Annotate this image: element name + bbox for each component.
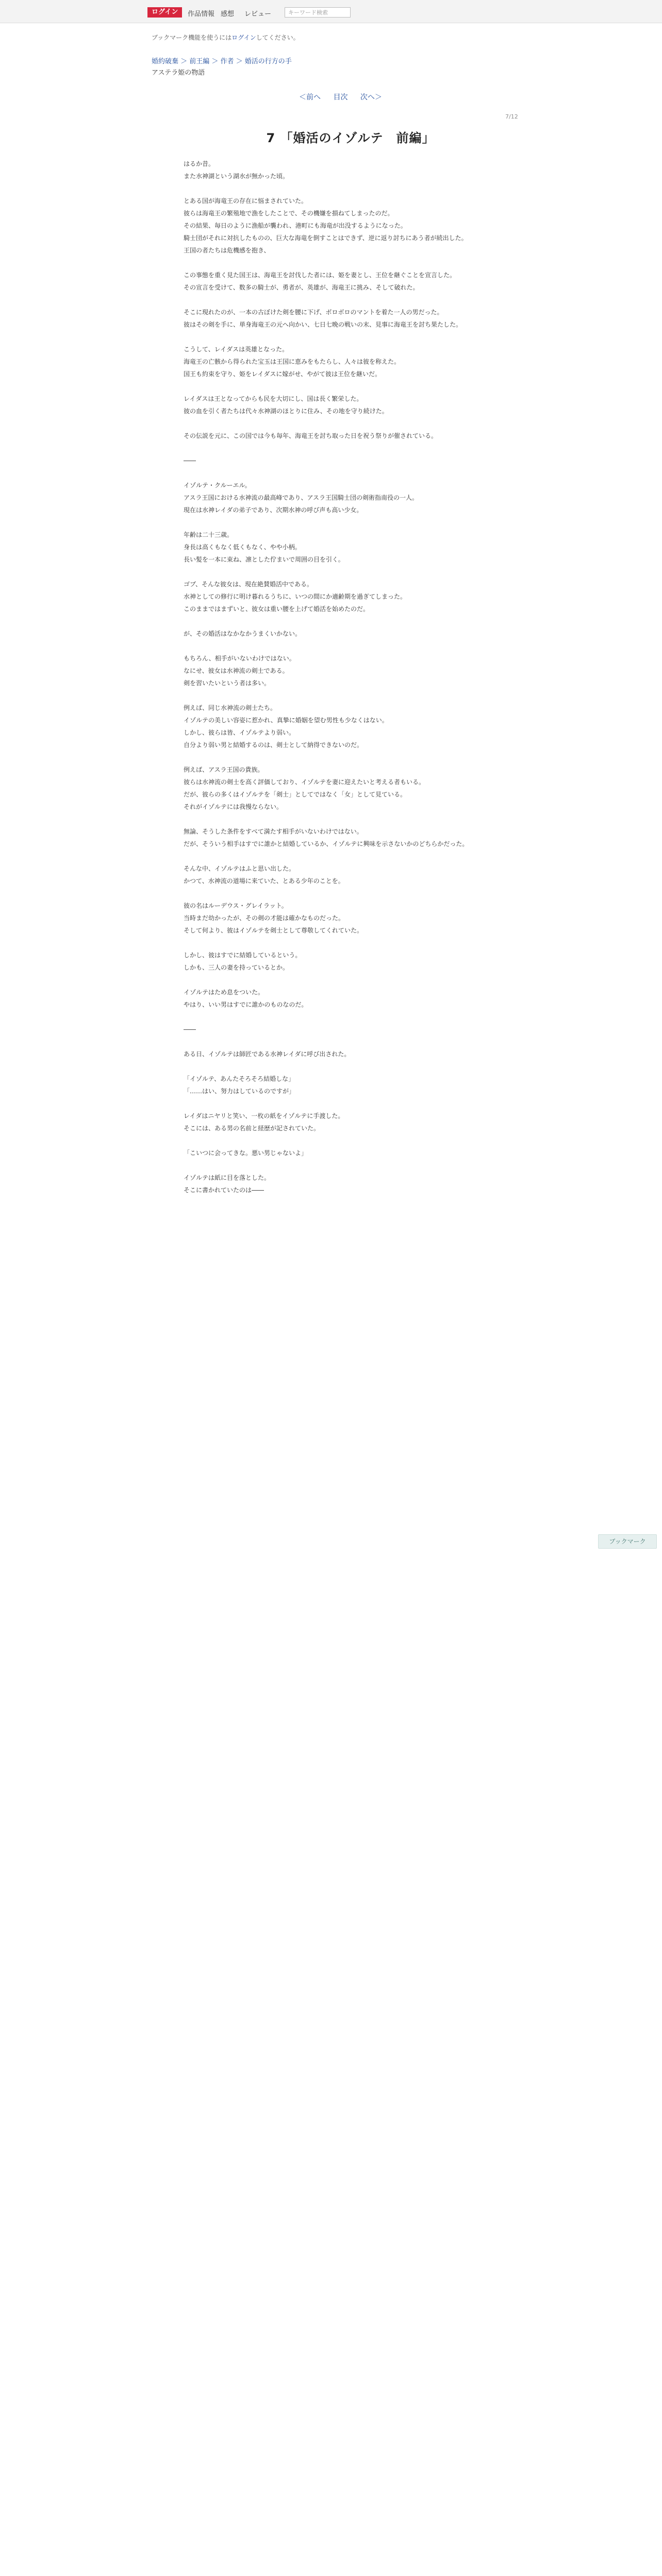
body-paragraph: レイダはニヤリと笑い、一枚の紙をイゾルテに手渡した。 xyxy=(184,1112,344,1120)
body-paragraph xyxy=(184,516,544,529)
body-paragraph: 海竜王の亡骸から得られた宝玉は王国に恵みをもたらし、人々は彼を称えた。 xyxy=(184,358,401,365)
body-paragraph: そこに現れたのが、一本の古ぼけた剣を腰に下げ、ボロボロのマントを着た一人の男だった。 xyxy=(184,309,443,316)
body-paragraph xyxy=(184,640,544,652)
body-paragraph: イゾルテ・クルーエル。 xyxy=(184,482,251,489)
chapter-body xyxy=(184,158,544,1196)
series-name: アステラ姫の物語 xyxy=(152,69,205,77)
body-paragraph xyxy=(184,1134,544,1147)
body-paragraph: 彼の血を引く者たちは代々水神湖のほとりに住み、その地を守り続けた。 xyxy=(184,408,388,415)
body-paragraph: レイダスは王となってからも民を大切にし、国は長く繁栄した。 xyxy=(184,395,363,402)
body-paragraph: それがイゾルテには我慢ならない。 xyxy=(184,803,283,810)
body-paragraph: 長い髪を一本に束ね、凛とした佇まいで周囲の目を引く。 xyxy=(184,556,344,563)
body-paragraph: 国王も約束を守り、姫をレイダスに嫁がせ、やがて彼は王位を継いだ。 xyxy=(184,370,382,378)
body-paragraph: その伝説を元に、この国では今も毎年、海竜王を討ち取った日を祝う祭りが催されている。 xyxy=(184,432,438,439)
chapter-pager xyxy=(294,92,387,102)
body-paragraph: 彼らは海竜王の繁殖地で漁をしたことで、その機嫌を損ねてしまったのだ。 xyxy=(184,210,394,217)
body-paragraph: アスラ王国における水神流の最高峰であり、アスラ王国騎士団の剣術指南役の一人。 xyxy=(184,494,419,501)
body-paragraph: かつて、水神流の道場に来ていた、とある少年のことを。 xyxy=(184,877,344,885)
body-paragraph: 剣を習いたいという者は多い。 xyxy=(184,680,271,687)
breadcrumb[interactable]: 婚約破棄 ＞ 前王編 ＞ 作者 ＞ 婚活の行方の手 xyxy=(152,58,292,65)
login-notice-text: ブックマーク機能を使うには xyxy=(152,34,232,41)
body-paragraph: また水神湖という湖水が無かった頃。 xyxy=(184,173,289,180)
body-paragraph: イゾルテはため息をついた。 xyxy=(184,989,264,996)
body-paragraph xyxy=(184,442,544,454)
body-paragraph: 王国の者たちは危機感を抱き、 xyxy=(184,247,270,254)
body-paragraph: 「イゾルテ、あんたそろそろ結婚しな」 xyxy=(184,1075,295,1082)
nav-item-work-info[interactable] xyxy=(188,8,214,18)
body-paragraph xyxy=(184,182,544,195)
body-paragraph: だが、そういう相手はすでに誰かと結婚しているか、イゾルテに興味を示さないかのどちらかだった。 xyxy=(184,840,469,848)
body-paragraph: しかも、三人の妻を持っているとか。 xyxy=(184,964,289,971)
body-paragraph xyxy=(184,850,544,862)
body-paragraph: 例えば、アスラ王国の貴族。 xyxy=(184,766,264,773)
body-paragraph: 自分より弱い男と結婚するのは、剣士として納得できないのだ。 xyxy=(184,741,363,749)
body-paragraph: そこに書かれていたのは―― xyxy=(184,1187,264,1194)
body-paragraph xyxy=(184,1060,544,1073)
body-paragraph: なにせ、彼女は水神流の剣士である。 xyxy=(184,667,289,674)
body-paragraph: 現在は水神レイダの弟子であり、次期水神の呼び声も高い少女。 xyxy=(184,506,363,514)
body-paragraph xyxy=(184,467,544,479)
body-paragraph xyxy=(184,331,544,343)
body-paragraph: このままではまずいと、彼女は重い腰を上げて婚活を始めたのだ。 xyxy=(184,605,370,613)
body-paragraph: はるか昔。 xyxy=(184,160,215,167)
body-paragraph: とある国が海竜王の存在に悩まされていた。 xyxy=(184,197,308,205)
nav-item-label: 感想 xyxy=(221,10,235,18)
body-paragraph: ある日、イゾルテは師匠である水神レイダに呼び出された。 xyxy=(184,1050,351,1058)
body-paragraph xyxy=(184,1036,544,1048)
body-paragraph: しかし、彼はすでに結婚しているという。 xyxy=(184,952,302,959)
body-paragraph: ―― xyxy=(184,1026,196,1033)
body-paragraph: 彼らは水神流の剣士を高く評価しており、イゾルテを妻に迎えたいと考える者もいる。 xyxy=(184,778,425,786)
body-paragraph: 無論、そうした条件をすべて満たす相手がいないわけではない。 xyxy=(184,828,363,835)
page-number: 7/12 xyxy=(505,113,518,120)
body-paragraph: やはり、いい男はすでに誰かのものなのだ。 xyxy=(184,1001,308,1008)
login-notice xyxy=(152,33,300,42)
nav-item-reviews[interactable] xyxy=(244,8,271,18)
body-paragraph: ―― xyxy=(184,457,196,464)
search-placeholder: キーワード検索 xyxy=(288,9,328,16)
login-link[interactable]: ログイン xyxy=(231,34,256,41)
body-paragraph: そんな中、イゾルテはふと思い出した。 xyxy=(184,865,295,872)
body-paragraph xyxy=(184,813,544,825)
body-paragraph: ゴブ、そんな彼女は、現在絶賛婚活中である。 xyxy=(184,581,313,588)
body-paragraph xyxy=(184,1097,544,1110)
body-paragraph xyxy=(184,566,544,578)
chapter-title: 7 「婚活のイゾルテ 前編」 xyxy=(266,131,435,145)
body-paragraph: こうして、レイダスは英雄となった。 xyxy=(184,346,289,353)
table-of-contents-link[interactable]: 目次 xyxy=(333,93,348,101)
body-paragraph xyxy=(184,380,544,393)
prev-chapter-link[interactable]: ＜前へ xyxy=(299,93,321,101)
body-paragraph xyxy=(184,1011,544,1023)
body-paragraph: 年齢は二十三歳。 xyxy=(184,531,234,538)
body-paragraph xyxy=(184,937,544,949)
login-notice-tail: してください。 xyxy=(256,34,300,41)
body-paragraph: が、その婚活はなかなかうまくいかない。 xyxy=(184,630,302,637)
nav-item-label: レビュー xyxy=(244,10,272,18)
body-paragraph: イゾルテは紙に目を落とした。 xyxy=(184,1174,271,1181)
login-button[interactable]: ログイン xyxy=(147,7,182,18)
body-paragraph xyxy=(184,689,544,702)
body-paragraph: 「……はい、努力はしているのですが」 xyxy=(184,1088,295,1095)
body-paragraph: しかし、彼らは皆、イゾルテより弱い。 xyxy=(184,729,295,736)
body-paragraph: その結果、毎日のように漁船が襲われ、港町にも海竜が出没するようになった。 xyxy=(184,222,407,229)
bookmark-side-button[interactable]: ブックマーク xyxy=(598,1534,657,1549)
body-paragraph: 水神としての修行に明け暮れるうちに、いつの間にか適齢期を過ぎてしまった。 xyxy=(184,593,407,600)
body-paragraph: そして何より、彼はイゾルテを剣士として尊敬してくれていた。 xyxy=(184,927,363,934)
top-navigation-bar xyxy=(0,0,662,23)
body-paragraph: もちろん、相手がいないわけではない。 xyxy=(184,655,295,662)
body-paragraph: イゾルテの美しい容姿に惹かれ、真摯に婚姻を望む男性も少なくはない。 xyxy=(184,717,388,724)
body-paragraph: その宣言を受けて、数多の騎士が、勇者が、英雄が、海竜王に挑み、そして破れた。 xyxy=(184,284,419,291)
next-chapter-link[interactable]: 次へ＞ xyxy=(360,93,382,101)
body-paragraph: 身長は高くもなく低くもなく、やや小柄。 xyxy=(184,544,301,551)
body-paragraph: 騎士団がそれに対抗したものの、巨大な海竜を倒すことはできず、逆に返り討ちにあう者が続出した。 xyxy=(184,234,468,242)
body-paragraph xyxy=(184,974,544,986)
body-paragraph: 彼はその剣を手に、単身海竜王の元へ向かい、七日七晩の戦いの末、見事に海竜王を討ち果たした。 xyxy=(184,321,462,328)
body-paragraph xyxy=(184,751,544,764)
body-paragraph: 彼の名はルーデウス・グレイラット。 xyxy=(184,902,288,909)
body-paragraph xyxy=(184,294,544,306)
body-paragraph: この事態を重く見た国王は、海竜王を討伐した者には、姫を妻とし、王位を継ぐことを宣言した。 xyxy=(184,272,456,279)
nav-item-label: 作品情報 xyxy=(188,10,215,18)
body-paragraph: そこには、ある男の名前と経歴が記されていた。 xyxy=(184,1125,320,1132)
body-paragraph: 当時まだ幼かったが、その剣の才能は確かなものだった。 xyxy=(184,914,345,922)
body-paragraph: 例えば、同じ水神流の剣士たち。 xyxy=(184,704,277,711)
body-paragraph xyxy=(184,1159,544,1172)
body-paragraph xyxy=(184,417,544,430)
body-paragraph xyxy=(184,615,544,628)
body-paragraph: 「こいつに会ってきな。悪い男じゃないよ」 xyxy=(184,1149,308,1157)
search-input[interactable] xyxy=(285,7,351,18)
body-paragraph xyxy=(184,257,544,269)
body-paragraph xyxy=(184,887,544,900)
nav-item-impressions[interactable] xyxy=(221,8,234,18)
body-paragraph: だが、彼らの多くはイゾルテを「剣士」としてではなく「女」として見ている。 xyxy=(184,791,407,798)
